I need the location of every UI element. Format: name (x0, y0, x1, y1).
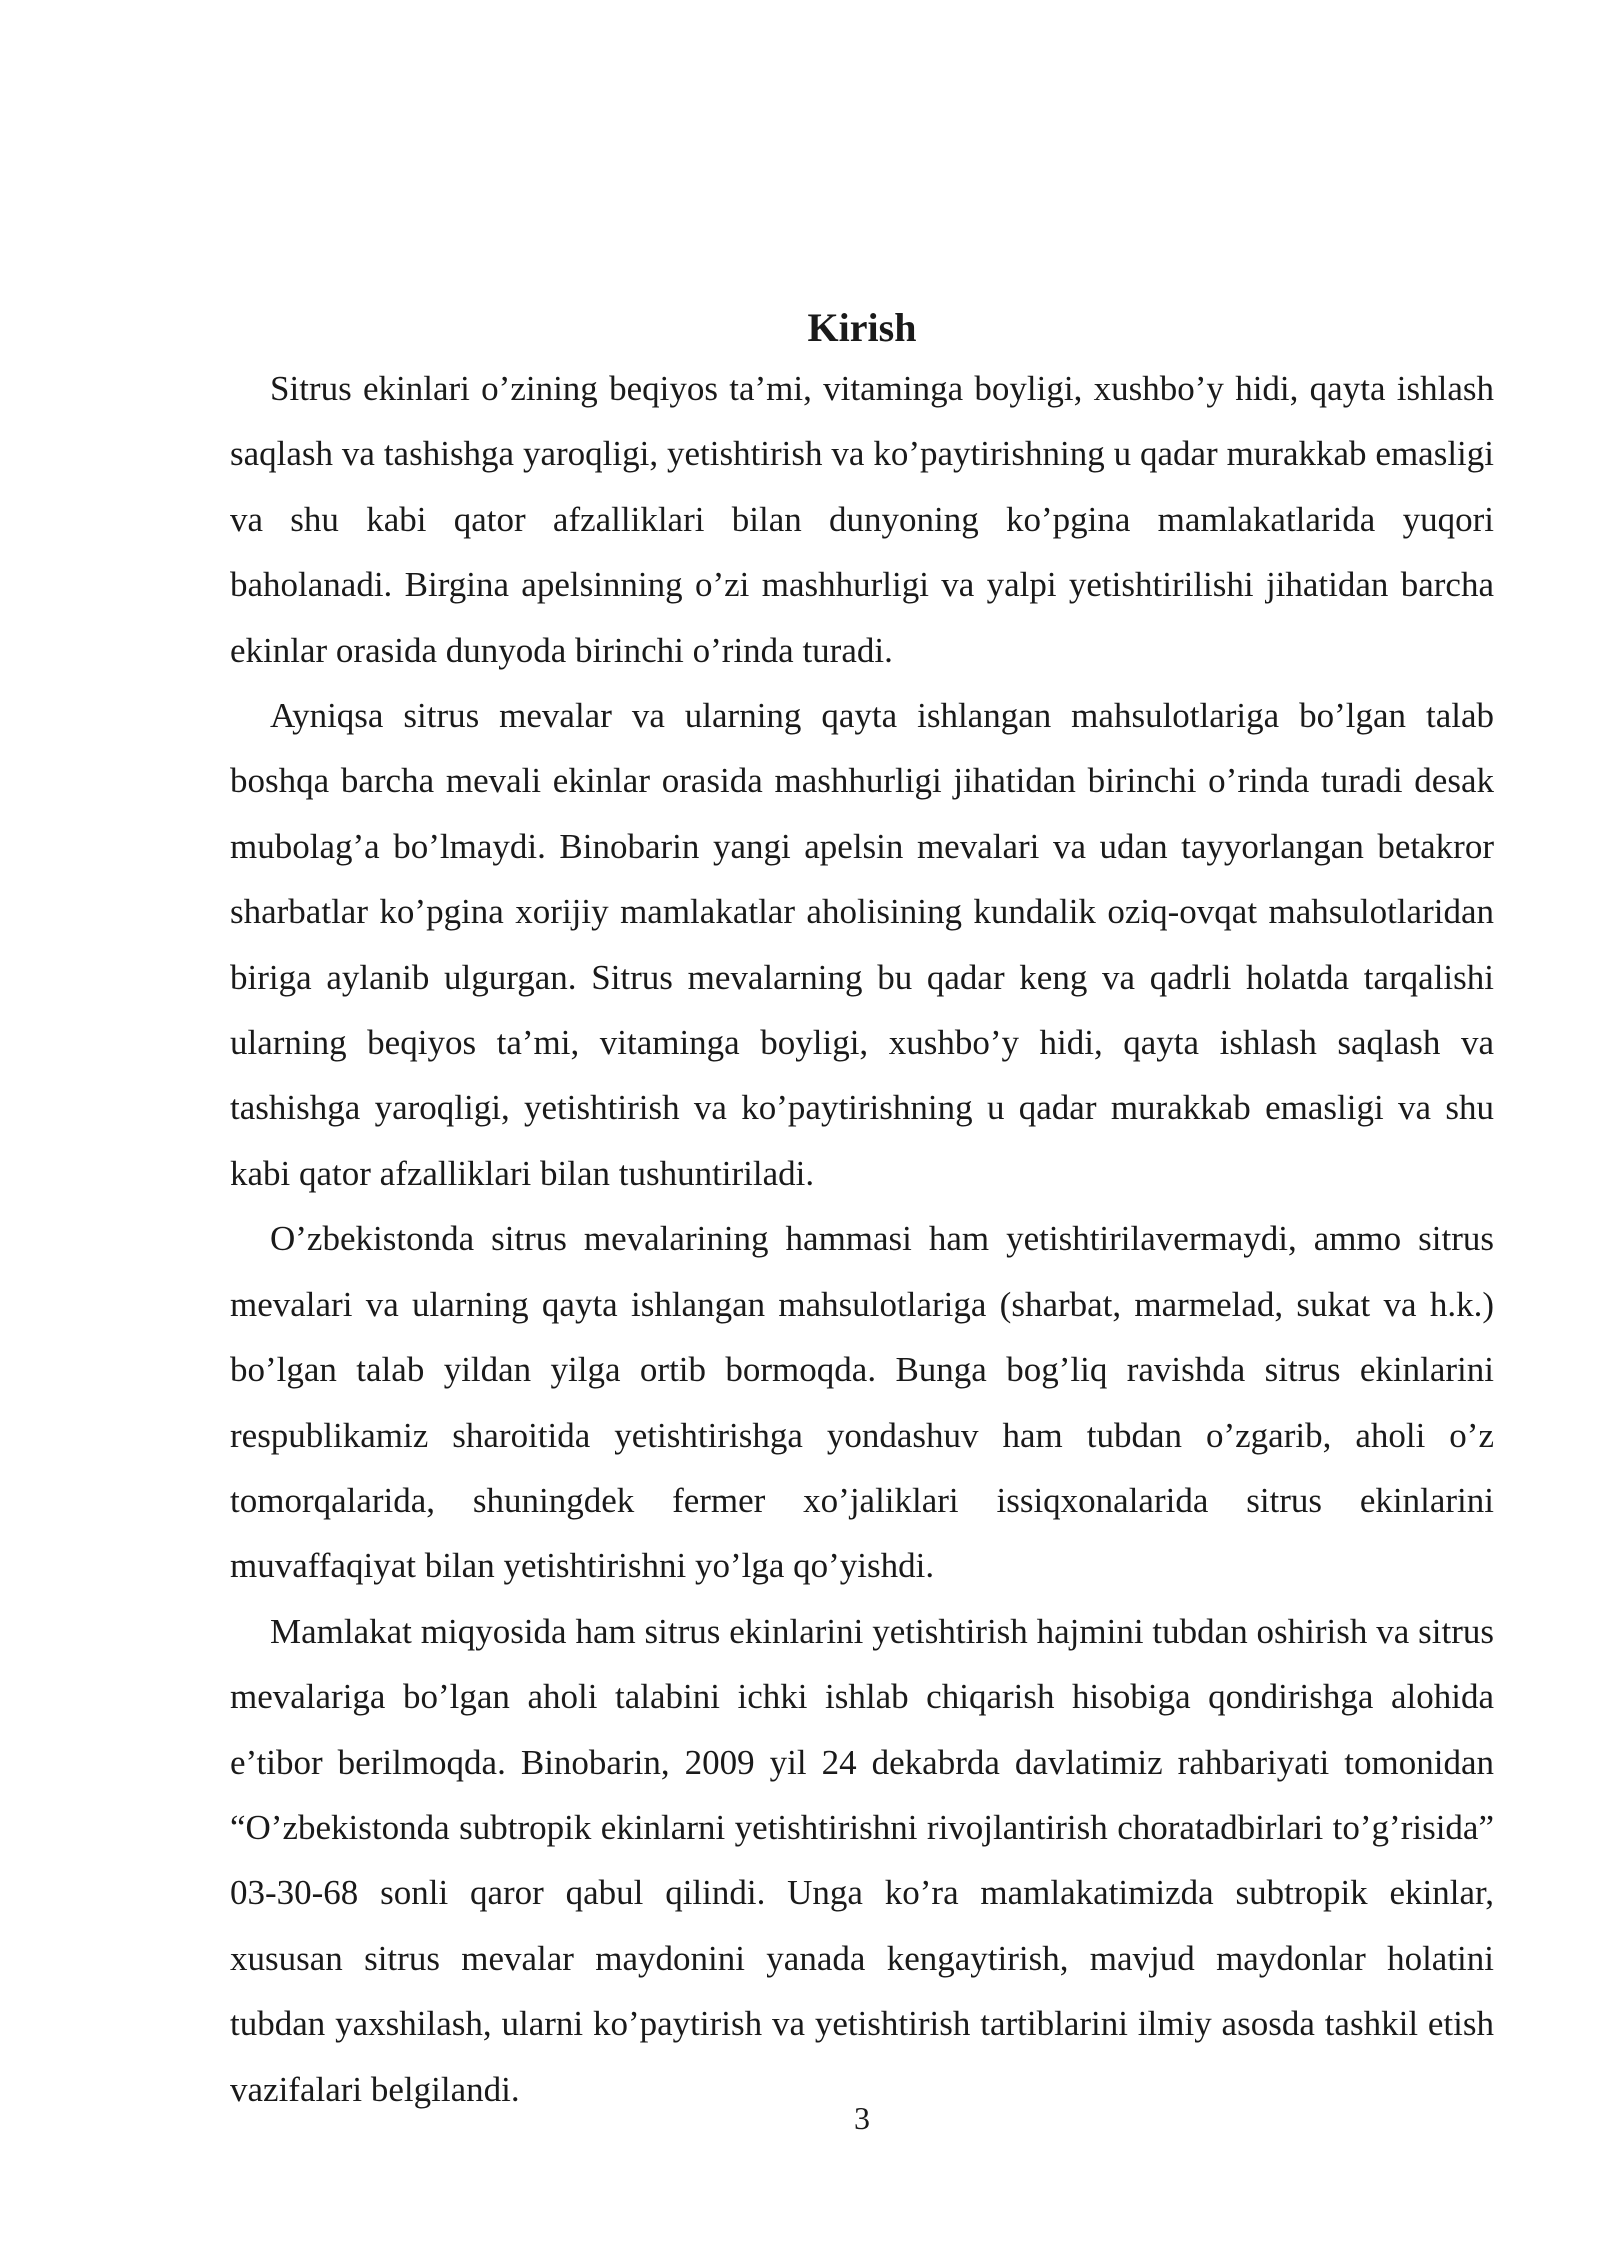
paragraph-2: Ayniqsa sitrus mevalar va ularning qayta ishlangan mahsulotlariga bo’lgan talab boshqa barcha mevali ekinlar orasida mashhurligi jihatidan birinchi o’rinda turadi desak mubolag’a bo’lmaydi. Binobarin yangi apelsin mevalari va udan tayyorlangan betakror sharbatlar ko’pgina xorijiy mamlakatlar aholisining kundalik oziq-ovqat mahsulotlaridan biriga aylanib ulgurgan. Sitrus mevalarning bu qadar keng va qadrli holatda tarqalishi ularning beqiyos ta’mi, vitaminga boyligi, xushbo’y hidi, qayta ishlash saqlash va tashishga yaroqligi, yetishtirish va ko’paytirishning u qadar murakkab emasligi va shu kabi qator afzalliklari bilan tushuntiriladi. (230, 696, 1494, 1193)
page-title: Kirish (807, 305, 917, 350)
page-number: 3 (854, 2100, 870, 2136)
paragraph-1: Sitrus ekinlari o’zining beqiyos ta’mi, vitaminga boyligi, xushbo’y hidi, qayta ishlash saqlash va tashishga yaroqligi, yetishtirish va ko’paytirishning u qadar murakkab emasligi va shu kabi qator afzalliklari bilan dunyoning ko’pgina mamlakatlarida yuqori baholanadi. Birgina apelsinning o’zi mashhurligi va yalpi yetishtirilishi jihatidan barcha ekinlar orasida dunyoda birinchi o’rinda turadi. (230, 369, 1494, 670)
paragraph-3: O’zbekistonda sitrus mevalarining hammasi ham yetishtirilavermaydi, ammo sitrus mevalari va ularning qayta ishlangan mahsulotlariga (sharbat, marmelad, sukat va h.k.) bo’lgan talab yildan yilga ortib bormoqda. Bunga bog’liq ravishda sitrus ekinlarini respublikamiz sharoitida yetishtirishga yondashuv ham tubdan o’zgarib, aholi o’z tomorqalarida, shuningdek fermer xo’jaliklari issiqxonalarida sitrus ekinlarini muvaffaqiyat bilan yetishtirishni yo’lga qo’yishdi. (230, 1219, 1494, 1586)
page-content (230, 300, 1494, 2122)
paragraph-4: Mamlakat miqyosida ham sitrus ekinlarini yetishtirish hajmini tubdan oshirish va sitrus mevalariga bo’lgan aholi talabini ichki ishlab chiqarish hisobiga qondirishga alohida e’tibor berilmoqda. Binobarin, 2009 yil 24 dekabrda davlatimiz rahbariyati tomonidan “O’zbekistonda subtropik ekinlarni yetishtirishni rivojlantirish choratadbirlari to’g’risida” 03-30-68 sonli qaror qabul qilindi. Unga ko’ra mamlakatimizda subtropik ekinlar, xususan sitrus mevalar maydonini yanada kengaytirish, mavjud maydonlar holatini tubdan yaxshilash, ularni ko’paytirish va yetishtirish tartiblarini ilmiy asosda tashkil etish vazifalari belgilandi. (230, 1611, 1494, 2109)
